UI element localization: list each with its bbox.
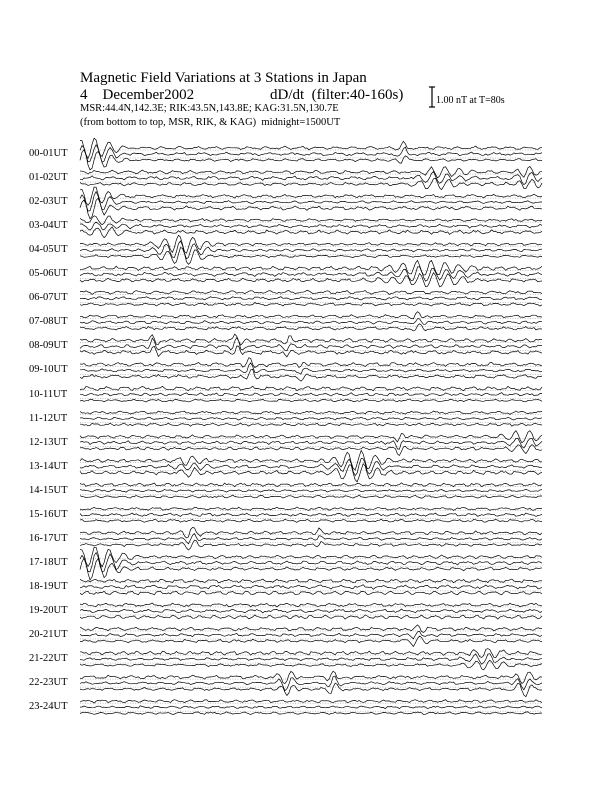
station-trace-kag <box>80 216 542 225</box>
station-trace-msr <box>80 178 542 189</box>
hour-row <box>80 235 542 264</box>
station-trace-kag <box>80 138 542 158</box>
station-trace-msr <box>80 558 542 580</box>
hour-row <box>80 216 542 238</box>
station-trace-msr <box>80 303 542 307</box>
hour-label: 08-09UT <box>29 340 68 352</box>
hour-row <box>80 700 542 715</box>
station-trace-kag <box>80 431 542 443</box>
hour-label: 20-21UT <box>29 629 68 640</box>
station-trace-msr <box>80 399 542 402</box>
hour-label: 15-16UT <box>29 508 68 520</box>
hour-label: 02-03UT <box>29 196 68 208</box>
hour-row <box>80 334 542 357</box>
station-order-note: (from bottom to top, MSR, RIK, & KAG) midnight=1500UT <box>80 117 341 128</box>
station-trace-kag <box>80 700 542 703</box>
hour-row <box>80 483 542 498</box>
hour-row <box>80 167 542 190</box>
station-trace-rik <box>80 513 542 516</box>
station-trace-kag <box>80 649 542 658</box>
station-trace-msr <box>80 324 542 331</box>
station-trace-msr <box>80 227 542 238</box>
station-trace-msr <box>80 464 542 482</box>
midnight-note: midnight=1500UT <box>261 117 341 128</box>
station-trace-msr <box>80 683 542 697</box>
station-trace-kag <box>80 290 542 294</box>
hour-row <box>80 290 542 306</box>
station-trace-msr <box>80 519 542 522</box>
hour-label: 12-13UT <box>29 436 68 448</box>
station-trace-kag <box>80 483 542 487</box>
hour-row <box>80 358 542 381</box>
filter-label: (filter:40-160s) <box>311 87 404 103</box>
station-trace-rik <box>80 172 542 185</box>
hour-row <box>80 386 542 402</box>
hour-row <box>80 671 542 697</box>
hour-row <box>80 603 542 619</box>
station-trace-kag <box>80 411 542 414</box>
hour-label: 17-18UT <box>29 556 68 568</box>
hour-row <box>80 138 542 170</box>
scale-label: 1.00 nT at T=80s <box>436 95 505 106</box>
hour-row <box>80 312 542 331</box>
hour-label: 22-23UT <box>29 677 68 689</box>
station-trace-msr <box>80 445 542 456</box>
station-trace-rik <box>80 609 542 613</box>
station-trace-msr <box>80 540 542 550</box>
hour-label: 11-12UT <box>29 412 68 424</box>
hour-row <box>80 411 542 426</box>
hour-label: 07-08UT <box>29 316 68 328</box>
hour-label: 21-22UT <box>29 653 68 665</box>
station-trace-rik <box>80 338 542 351</box>
station-trace-msr <box>80 660 542 670</box>
station-trace-msr <box>80 423 542 426</box>
hour-label: 18-19UT <box>29 580 68 592</box>
station-trace-kag <box>80 334 542 345</box>
hour-label: 04-05UT <box>29 244 68 256</box>
station-trace-kag <box>80 528 542 539</box>
station-trace-rik <box>80 631 542 639</box>
station-trace-rik <box>80 534 542 544</box>
hour-label: 09-10UT <box>29 364 68 376</box>
chart-title: Magnetic Field Variations at 3 Stations in Japan <box>80 70 367 86</box>
station-trace-rik <box>80 297 542 300</box>
hour-row <box>80 431 542 456</box>
hour-row <box>80 547 542 580</box>
station-trace-msr <box>80 615 542 619</box>
hour-label: 05-06UT <box>29 268 68 280</box>
hour-label: 10-11UT <box>29 388 68 400</box>
station-trace-msr <box>80 495 542 498</box>
station-trace-msr <box>80 636 542 646</box>
station-trace-kag <box>80 312 542 319</box>
hour-label: 03-04UT <box>29 220 68 232</box>
quantity-label: dD/dt <box>270 87 305 103</box>
station-trace-rik <box>80 585 542 590</box>
station-trace-msr <box>80 591 542 595</box>
hour-row <box>80 528 542 551</box>
station-trace-rik <box>80 706 542 709</box>
hour-label: 06-07UT <box>29 292 68 304</box>
hour-label: 14-15UT <box>29 484 68 496</box>
station-trace-kag <box>80 625 542 633</box>
hour-row <box>80 625 542 647</box>
station-trace-rik <box>80 489 542 492</box>
station-trace-kag <box>80 671 542 683</box>
station-trace-kag <box>80 187 542 205</box>
station-trace-rik <box>80 222 542 230</box>
hour-row <box>80 187 542 219</box>
hour-row <box>80 579 542 595</box>
date: 4 December2002 <box>80 87 195 103</box>
station-trace-kag <box>80 579 542 583</box>
station-coordinates: MSR:44.4N,142.3E; RIK:43.5N,143.8E; KAG:31.5N,130.7E <box>80 103 339 114</box>
station-trace-kag <box>80 358 542 368</box>
station-trace-kag <box>80 235 542 253</box>
station-trace-kag <box>80 507 542 510</box>
hour-label: 01-02UT <box>29 172 68 184</box>
station-trace-kag <box>80 167 542 178</box>
station-trace-rik <box>80 417 542 420</box>
hour-row <box>80 507 542 522</box>
station-trace-rik <box>80 319 542 325</box>
station-trace-kag <box>80 260 542 275</box>
hour-label: 13-14UT <box>29 460 68 472</box>
station-trace-rik <box>80 393 542 396</box>
station-trace-kag <box>80 386 542 391</box>
station-trace-rik <box>80 267 542 281</box>
hour-row <box>80 260 542 286</box>
hour-row <box>80 649 542 670</box>
hour-label: 19-20UT <box>29 604 68 616</box>
station-trace-msr <box>80 346 542 357</box>
hour-label: 16-17UT <box>29 532 68 544</box>
station-trace-msr <box>80 712 542 715</box>
hour-label: 00-01UT <box>29 148 68 159</box>
hour-row <box>80 451 542 482</box>
station-trace-kag <box>80 603 542 607</box>
hour-label: 23-24UT <box>29 701 68 713</box>
